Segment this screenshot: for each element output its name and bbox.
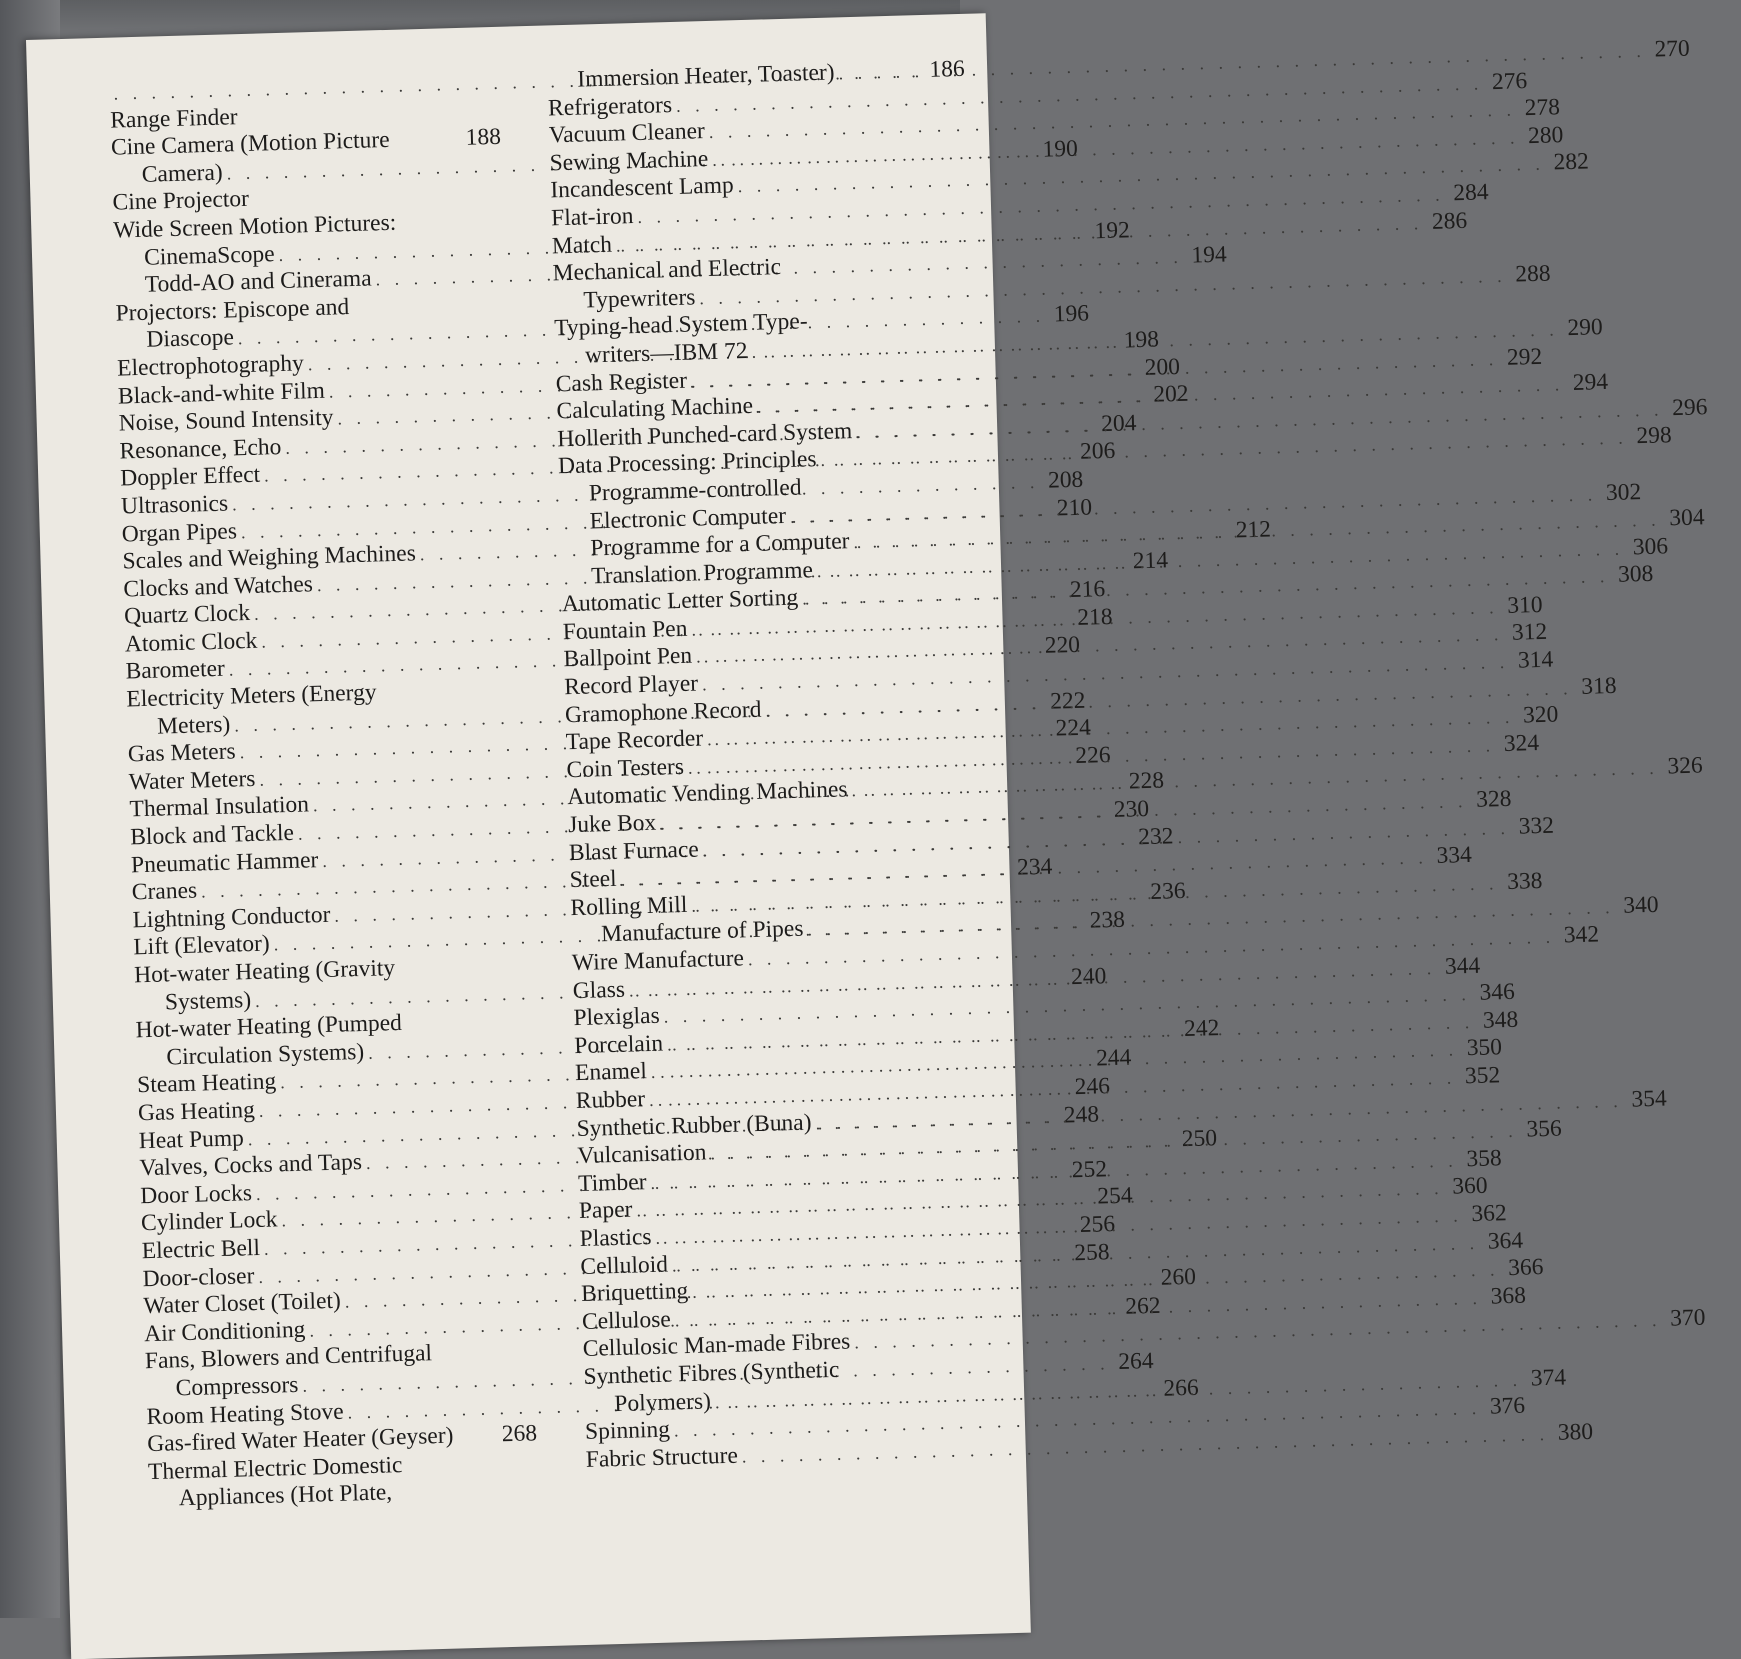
entry-page-number: 248	[1063, 1101, 1100, 1129]
entry-page-number: 380	[1557, 1418, 1594, 1446]
entry-title: Wire Manufacture	[571, 945, 745, 977]
entry-page-number: 202	[1152, 380, 1189, 408]
entry-title: Refrigerators	[547, 91, 673, 122]
entry-title: Lightning Conductor	[132, 901, 331, 934]
entry-title: Resonance, Echo	[119, 433, 282, 465]
entry-title: Flat-iron	[550, 203, 634, 232]
entry-page-number: 294	[1572, 369, 1609, 397]
entry-page-number	[901, 270, 941, 271]
entry-title: Rubber	[575, 1086, 646, 1115]
entry-title: Pneumatic Hammer	[130, 846, 319, 879]
entry-page-number: 296	[1671, 393, 1708, 421]
entry-title: CinemaScope	[143, 240, 275, 271]
entry-title: Fountain Pen	[562, 615, 688, 646]
entry-title: Match	[551, 231, 613, 259]
entry-title: Polymers)	[613, 1387, 712, 1417]
entry-page-number: 350	[1466, 1034, 1503, 1062]
entry-title: Gramophone Record	[564, 696, 762, 728]
entry-title: Coin Testers	[566, 753, 685, 784]
dot-leader	[242, 118, 457, 124]
entry-page-number: 326	[1667, 752, 1704, 780]
entry-page-number: 258	[1073, 1238, 1110, 1266]
entry-page-number: 254	[1097, 1182, 1133, 1210]
entry-title: Automatic Vending Machines	[567, 776, 848, 811]
dot-leader	[785, 271, 897, 274]
entry-title: Electric Bell	[141, 1234, 261, 1265]
entry-page-number: 190	[1042, 135, 1079, 163]
entry-page-number: 214	[1132, 547, 1169, 574]
book-page	[26, 13, 1708, 1659]
entry-title: Ultrasonics	[120, 490, 229, 520]
entry-page-number: 340	[1623, 892, 1659, 920]
entry-title: Manufacture of Pipes	[600, 916, 804, 948]
entry-title: Doppler Effect	[119, 461, 261, 492]
entry-page-number: 356	[1526, 1115, 1562, 1143]
entry-title: Hot-water Heating (Pumped	[135, 1010, 403, 1044]
entry-page-number: 222	[1049, 687, 1086, 715]
entry-title: Clocks and Watches	[123, 570, 314, 603]
entry-page-number: 210	[1056, 493, 1093, 521]
entry-title: Blast Furnace	[568, 836, 700, 866]
entry-page-number: 242	[1183, 1014, 1220, 1042]
entry-page-number	[499, 1496, 539, 1497]
entry-title: Programme-controlled	[588, 474, 802, 507]
entry-title: Door Locks	[139, 1179, 253, 1210]
entry-page-number: 280	[1527, 121, 1564, 149]
entry-title: Meters)	[156, 711, 231, 740]
entry-page-number: 230	[1113, 795, 1150, 823]
entry-page-number: 366	[1507, 1254, 1544, 1282]
dot-leader	[806, 492, 903, 495]
entry-page-number	[484, 971, 524, 972]
entry-title: Immersion Heater, Toaster)	[576, 59, 835, 93]
dot-leader	[812, 326, 899, 328]
entry-title: Steel	[569, 866, 618, 894]
entry-page-number: 206	[1079, 438, 1116, 466]
entry-title: Appliances (Hot Plate,	[178, 1479, 393, 1512]
entry-title: Typewriters	[583, 284, 696, 314]
entry-title: Juke Box	[567, 809, 657, 839]
dot-leader	[406, 1028, 482, 1030]
entry-page-number: 188	[465, 123, 502, 151]
entry-title: Briquetting	[580, 1278, 689, 1308]
entry-page-number: 352	[1464, 1062, 1501, 1090]
entry-title: Hollerith Punched-card System	[556, 417, 853, 453]
entry-title: Vulcanisation	[577, 1139, 707, 1170]
entry-page-number: 198	[1123, 326, 1160, 354]
entry-page-number: 208	[1047, 466, 1084, 494]
entry-title: Synthetic Fibres (Synthetic	[583, 1356, 840, 1390]
entry-title: Vacuum Cleaner	[548, 118, 706, 149]
entry-page-number: 288	[1514, 260, 1551, 288]
entry-page-number: 220	[1044, 632, 1081, 660]
entry-page-number: 244	[1095, 1044, 1132, 1072]
entry-page-number: 298	[1636, 422, 1673, 450]
entry-page-number: 312	[1511, 619, 1548, 647]
entry-page-number: 228	[1128, 767, 1165, 795]
entry-page-number: 246	[1074, 1073, 1111, 1101]
entry-title: Noise, Sound Intensity	[118, 404, 334, 437]
entry-title: Calculating Machine	[556, 392, 754, 425]
entry-title: Translation Programme	[590, 556, 814, 590]
entry-title: Synthetic Rubber (Buna)	[576, 1109, 812, 1142]
entry-page-number: 240	[1070, 962, 1107, 990]
entry-title: Fans, Blowers and Centrifugal	[144, 1340, 433, 1375]
entry-title: Incandescent Lamp	[550, 172, 735, 204]
entry-page-number: 234	[1016, 853, 1053, 881]
entry-title: Fabric Structure	[585, 1442, 739, 1473]
entry-title: Cellulosic Man-made Fibres	[582, 1328, 851, 1363]
dot-leader	[253, 200, 459, 206]
entry-title: Valves, Cocks and Taps	[139, 1149, 363, 1182]
entry-page-number: 260	[1160, 1263, 1197, 1291]
entry-page-number: 264	[1117, 1347, 1154, 1375]
entry-title: Tape Recorder	[565, 725, 704, 756]
entry-page-number: 270	[1654, 35, 1691, 63]
entry-title: Plexiglas	[573, 1002, 661, 1032]
entry-page-number: 276	[1491, 67, 1528, 95]
entry-title: Air Conditioning	[143, 1316, 306, 1347]
entry-page-number: 224	[1055, 714, 1092, 742]
entry-page-number: 374	[1530, 1364, 1567, 1391]
entry-title: Steam Heating	[136, 1068, 277, 1099]
dot-leader	[381, 697, 473, 700]
entry-page-number: 282	[1553, 148, 1590, 176]
entry-title: Todd-AO and Cinerama	[144, 265, 372, 298]
entry-page-number: 308	[1617, 561, 1654, 589]
dot-leader	[436, 1359, 491, 1361]
entry-title: Range Finder	[109, 103, 238, 134]
entry-title: Circulation Systems)	[166, 1038, 365, 1071]
entry-page-number: 290	[1567, 314, 1604, 342]
entry-title: Thermal Insulation	[129, 791, 310, 823]
entry-page-number: 364	[1487, 1227, 1524, 1255]
entry-title: Atomic Clock	[124, 627, 258, 658]
entry-page-number: 278	[1524, 94, 1561, 122]
entry-page-number: 360	[1451, 1172, 1488, 1200]
entry-page-number: 358	[1466, 1144, 1502, 1172]
entry-page-number: 304	[1668, 504, 1705, 532]
entry-title: Cine Camera (Motion Picture	[110, 127, 390, 161]
entry-title: Barometer	[125, 656, 226, 685]
entry-title: Water Closet (Toilet)	[143, 1287, 342, 1320]
entry-page-number: 236	[1149, 877, 1186, 905]
entry-title: Cash Register	[555, 367, 688, 397]
entry-page-number: 196	[1053, 300, 1090, 328]
entry-page-number: 332	[1518, 812, 1555, 840]
dot-leader	[394, 145, 457, 147]
entry-page-number: 342	[1563, 921, 1600, 949]
entry-title: Plastics	[579, 1223, 652, 1252]
entry-title: Gas-fired Water Heater (Geyser)	[146, 1422, 454, 1458]
entry-title: Mechanical and Electric	[552, 254, 782, 287]
entry-title: Cylinder Lock	[140, 1206, 278, 1237]
entry-page-number: 376	[1489, 1392, 1526, 1420]
entry-page-number: 324	[1503, 729, 1540, 757]
entry-page-number: 266	[1163, 1374, 1200, 1402]
entry-page-number: 362	[1471, 1200, 1508, 1228]
entry-title: Celluloid	[580, 1251, 669, 1280]
entry-page-number: 212	[1235, 516, 1272, 544]
entry-page-number: 194	[1191, 241, 1228, 269]
entry-page-number: 320	[1522, 701, 1559, 729]
entry-title: Thermal Electric Domestic	[147, 1451, 403, 1485]
entry-page-number: 216	[1069, 576, 1106, 604]
entry-title: Projectors: Episcope and	[115, 293, 350, 327]
entry-page-number: 328	[1475, 785, 1512, 813]
entry-page-number: 318	[1580, 672, 1617, 700]
entry-title: Door-closer	[142, 1262, 255, 1292]
dot-leader	[399, 973, 480, 975]
entry-title: Electricity Meters (Energy	[126, 679, 377, 713]
entry-title: Cine Projector	[112, 186, 250, 217]
entry-page-number: 218	[1076, 603, 1113, 631]
entry-title: Heat Pump	[138, 1124, 245, 1154]
entry-title: Gas Meters	[127, 738, 237, 768]
entry-page-number: 286	[1431, 207, 1468, 235]
entry-title: Electrophotography	[116, 350, 305, 382]
entry-page-number	[486, 1027, 526, 1028]
entry-title: Wide Screen Motion Pictures:	[112, 209, 397, 244]
entry-page-number: 238	[1089, 907, 1126, 935]
entry-title: Room Heating Stove	[146, 1398, 344, 1430]
entry-title: Sewing Machine	[549, 145, 709, 177]
entry-title: Compressors	[175, 1371, 299, 1402]
entry-page-number: 262	[1124, 1292, 1161, 1320]
entry-title: Glass	[572, 976, 626, 1004]
entry-page-number: 314	[1517, 646, 1554, 674]
entry-title: Electronic Computer	[589, 502, 787, 534]
entry-page-number: 250	[1181, 1125, 1218, 1153]
entry-page-number	[463, 227, 503, 228]
dot-leader	[458, 1442, 494, 1443]
entry-title: Block and Tackle	[129, 819, 295, 851]
entry-page-number: 284	[1452, 179, 1489, 207]
entry-title: Enamel	[574, 1058, 648, 1087]
entry-title: Rolling Mill	[570, 891, 688, 921]
entry-page-number: 344	[1444, 952, 1481, 980]
entry-title: Systems)	[164, 986, 252, 1016]
entry-title: Cranes	[131, 877, 198, 906]
entry-title: Timber	[577, 1168, 647, 1197]
entry-page-number: 334	[1436, 842, 1473, 870]
entry-page-number: 310	[1506, 591, 1543, 619]
entry-page-number: 302	[1605, 478, 1642, 506]
entry-page-number: 252	[1071, 1156, 1108, 1183]
entry-page-number	[932, 1373, 972, 1374]
entry-title: Data Processing: Principles	[557, 446, 817, 480]
entry-title: Cellulose	[581, 1306, 672, 1335]
dot-leader	[407, 1469, 494, 1471]
entry-page-number	[495, 1358, 535, 1359]
entry-title: Lift (Elevator)	[133, 930, 271, 961]
entry-page-number: 268	[501, 1420, 538, 1448]
entry-title: Paper	[578, 1196, 633, 1225]
entry-title: Hot-water Heating (Gravity	[133, 955, 396, 989]
entry-page-number	[477, 696, 517, 697]
entry-page-number	[907, 490, 947, 491]
entry-page-number: 186	[929, 55, 966, 83]
entry-title: Gas Heating	[137, 1097, 256, 1127]
entry-page-number: 306	[1632, 533, 1669, 561]
entry-title: Diascope	[146, 324, 235, 354]
entry-title: Automatic Letter Sorting	[561, 584, 799, 618]
entry-title: writers—IBM 72	[584, 337, 748, 369]
entry-title: Organ Pipes	[121, 517, 238, 548]
entry-title: Water Meters	[128, 765, 256, 796]
entry-page-number	[460, 116, 500, 117]
entry-page-number: 354	[1631, 1085, 1668, 1113]
dot-leader	[396, 1497, 495, 1500]
entry-title: Spinning	[584, 1416, 671, 1446]
entry-title: Porcelain	[573, 1030, 664, 1059]
entry-page-number: 192	[1094, 216, 1131, 244]
entry-page-number: 370	[1669, 1304, 1706, 1332]
entry-page-number: 204	[1100, 409, 1137, 437]
entry-page-number: 256	[1079, 1210, 1116, 1238]
entry-title: Scales and Weighing Machines	[122, 540, 417, 575]
entry-title: Ballpoint Pen	[563, 643, 693, 673]
dot-leader	[400, 228, 459, 230]
entry-page-number: 346	[1479, 978, 1516, 1006]
entry-page-number: 348	[1482, 1006, 1519, 1034]
entry-title: Record Player	[563, 670, 699, 701]
entry-page-number: 200	[1144, 353, 1181, 381]
entry-page-number	[466, 309, 506, 310]
entry-title: Camera)	[141, 159, 224, 188]
entry-title: Typing-head System Type-	[553, 308, 808, 342]
dot-leader	[844, 1374, 928, 1376]
entry-page-number	[498, 1468, 538, 1469]
entry-page-number	[902, 325, 942, 326]
entry-page-number: 338	[1506, 867, 1543, 895]
entry-page-number: 232	[1137, 822, 1174, 850]
entry-title: Programme for a Computer	[590, 528, 850, 562]
entry-page-number	[463, 199, 503, 200]
entry-title: Black-and-white Film	[117, 377, 326, 410]
entry-page-number: 292	[1506, 343, 1543, 371]
entry-page-number: 226	[1074, 741, 1111, 769]
entry-page-number: 368	[1490, 1282, 1527, 1310]
dot-leader	[353, 311, 461, 314]
entry-title: Quartz Clock	[123, 600, 251, 630]
